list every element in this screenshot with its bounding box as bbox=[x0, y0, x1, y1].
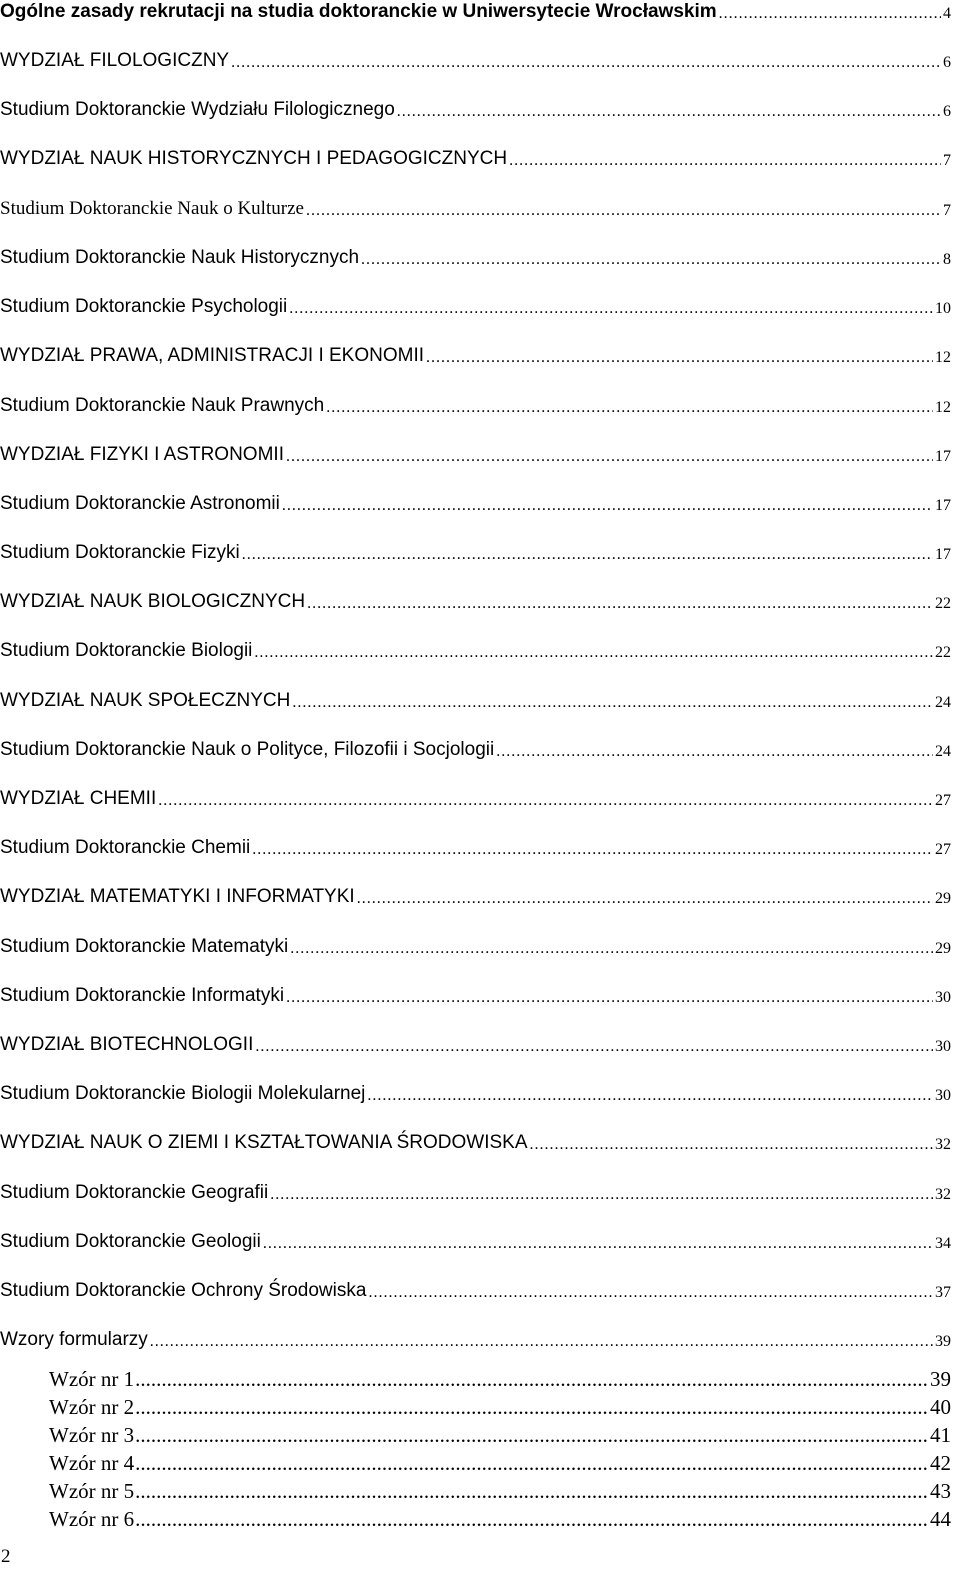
toc-entry[interactable] bbox=[0, 638, 951, 664]
dot-leader bbox=[289, 298, 933, 320]
toc-entry-title: WYDZIAŁ BIOTECHNOLOGII bbox=[0, 1034, 254, 1055]
dot-leader bbox=[252, 839, 933, 861]
toc-entry-title: Studium Doktoranckie Geologii bbox=[0, 1231, 261, 1252]
toc-entry[interactable] bbox=[0, 786, 951, 812]
toc-entry-page: 32 bbox=[935, 1136, 951, 1153]
toc-entry-title: WYDZIAŁ NAUK BIOLOGICZNYCH bbox=[0, 591, 306, 612]
toc-entry-title: Studium Doktoranckie Geografii bbox=[0, 1182, 269, 1203]
toc-sub-entry-title: Wzór nr 5 bbox=[49, 1479, 135, 1503]
dot-leader bbox=[719, 3, 941, 25]
toc-entry[interactable] bbox=[0, 146, 951, 172]
toc-entry-page: 37 bbox=[935, 1284, 951, 1301]
toc-entry[interactable] bbox=[0, 1229, 951, 1255]
page-number: 2 bbox=[1, 1546, 11, 1567]
toc-entry-page: 30 bbox=[935, 989, 951, 1006]
dot-leader bbox=[290, 938, 933, 960]
toc-sub-entry[interactable] bbox=[49, 1478, 951, 1504]
dot-leader bbox=[135, 1478, 929, 1504]
dot-leader bbox=[254, 642, 933, 664]
toc-entry[interactable] bbox=[0, 1032, 951, 1058]
toc-entry[interactable] bbox=[0, 540, 951, 566]
toc-entry-page: 7 bbox=[943, 202, 951, 219]
toc-entry-title: Studium Doktoranckie Ochrony Środowiska bbox=[0, 1280, 367, 1301]
toc-entry-title: Studium Doktoranckie Nauk o Kulturze bbox=[0, 198, 304, 219]
toc-sub-entry-page: 42 bbox=[930, 1451, 951, 1475]
toc-entry-page: 10 bbox=[935, 300, 951, 317]
toc-sub-entry[interactable] bbox=[49, 1450, 951, 1476]
toc-sub-entry-title: Wzór nr 3 bbox=[49, 1423, 135, 1447]
toc-entry-title: Studium Doktoranckie Wydziału Filologicznego bbox=[0, 99, 395, 120]
toc-entry[interactable] bbox=[0, 983, 951, 1009]
toc-entry-page: 32 bbox=[935, 1186, 951, 1203]
toc-entry-page: 4 bbox=[943, 5, 951, 22]
toc-sub-entry-page: 40 bbox=[930, 1395, 951, 1419]
toc-entry-page: 12 bbox=[935, 399, 951, 416]
dot-leader bbox=[135, 1366, 929, 1392]
toc-entry[interactable] bbox=[0, 48, 951, 74]
toc-entry-page: 8 bbox=[943, 251, 951, 268]
toc-entry-page: 17 bbox=[935, 546, 951, 563]
toc-sub-entry-page: 41 bbox=[930, 1423, 951, 1447]
toc-entry-title: Studium Doktoranckie Nauk o Polityce, Filozofii i Socjologii bbox=[0, 739, 495, 760]
toc-entry-title: Studium Doktoranckie Psychologii bbox=[0, 296, 288, 317]
toc-entry-page: 22 bbox=[935, 595, 951, 612]
toc-entry[interactable] bbox=[0, 737, 951, 763]
toc-sub-entry-page: 43 bbox=[930, 1479, 951, 1503]
dot-leader bbox=[135, 1394, 929, 1420]
toc-entry-title: Wzory formularzy bbox=[0, 1329, 148, 1350]
toc-entry-page: 27 bbox=[935, 841, 951, 858]
toc-entry[interactable] bbox=[0, 688, 951, 714]
toc-entry[interactable] bbox=[0, 245, 951, 271]
toc-entry-title: Studium Doktoranckie Astronomii bbox=[0, 493, 280, 514]
toc-sub-entry-title: Wzór nr 1 bbox=[49, 1367, 135, 1391]
toc-entry-page: 30 bbox=[935, 1087, 951, 1104]
toc-entry[interactable] bbox=[0, 1278, 951, 1304]
dot-leader bbox=[367, 1085, 933, 1107]
toc-entry-page: 24 bbox=[935, 694, 951, 711]
toc-entry[interactable] bbox=[0, 884, 951, 910]
dot-leader bbox=[357, 888, 933, 910]
dot-leader bbox=[368, 1282, 933, 1304]
toc-sub-entry-title: Wzór nr 4 bbox=[49, 1451, 135, 1475]
toc-entry-page: 6 bbox=[943, 103, 951, 120]
toc-entry[interactable] bbox=[0, 1081, 951, 1107]
toc-entry-title: Ogólne zasady rekrutacji na studia doktoranckie w Uniwersytecie Wrocławskim bbox=[0, 1, 717, 22]
dot-leader bbox=[135, 1422, 929, 1448]
toc-entry-title: WYDZIAŁ FIZYKI I ASTRONOMII bbox=[0, 444, 284, 465]
dot-leader bbox=[282, 495, 933, 517]
dot-leader bbox=[231, 52, 941, 74]
toc-entry-title: WYDZIAŁ PRAWA, ADMINISTRACJI I EKONOMII bbox=[0, 345, 425, 366]
dot-leader bbox=[306, 200, 941, 222]
toc-sub-entry-page: 44 bbox=[930, 1507, 951, 1531]
dot-leader bbox=[496, 741, 933, 763]
toc-entry[interactable] bbox=[0, 1180, 951, 1206]
dot-leader bbox=[530, 1134, 934, 1156]
toc-entry[interactable] bbox=[0, 196, 951, 222]
toc-entry-title: Studium Doktoranckie Informatyki bbox=[0, 985, 285, 1006]
toc-entry[interactable] bbox=[0, 393, 951, 419]
dot-leader bbox=[397, 101, 941, 123]
toc-sub-entry-title: Wzór nr 6 bbox=[49, 1507, 135, 1531]
toc-entry-page: 27 bbox=[935, 792, 951, 809]
toc-entry-title: Studium Doktoranckie Fizyki bbox=[0, 542, 240, 563]
dot-leader bbox=[270, 1184, 933, 1206]
toc-entry-page: 24 bbox=[935, 743, 951, 760]
toc-entry[interactable] bbox=[0, 343, 951, 369]
dot-leader bbox=[242, 544, 933, 566]
toc-entry-title: Studium Doktoranckie Biologii bbox=[0, 640, 253, 661]
toc-entry[interactable] bbox=[0, 589, 951, 615]
toc-entry-page: 6 bbox=[943, 54, 951, 71]
toc-sub-entry-title: Wzór nr 2 bbox=[49, 1395, 135, 1419]
dot-leader bbox=[135, 1506, 929, 1532]
toc-entry-title: WYDZIAŁ NAUK HISTORYCZNYCH I PEDAGOGICZNYCH bbox=[0, 148, 508, 169]
toc-entry-title: Studium Doktoranckie Chemii bbox=[0, 837, 251, 858]
toc-sub-entry[interactable] bbox=[49, 1394, 951, 1420]
toc-sub-entry[interactable] bbox=[49, 1366, 951, 1392]
dot-leader bbox=[326, 397, 933, 419]
toc-entry-title: WYDZIAŁ NAUK SPOŁECZNYCH bbox=[0, 690, 291, 711]
toc-entry[interactable] bbox=[0, 1130, 951, 1156]
dot-leader bbox=[307, 593, 933, 615]
toc-entry[interactable] bbox=[0, 97, 951, 123]
dot-leader bbox=[509, 150, 941, 172]
toc-entry-title: Studium Doktoranckie Matematyki bbox=[0, 936, 289, 957]
toc-entry-title: WYDZIAŁ MATEMATYKI I INFORMATYKI bbox=[0, 886, 355, 907]
toc-entry-title: Studium Doktoranckie Nauk Historycznych bbox=[0, 247, 360, 268]
dot-leader bbox=[158, 790, 933, 812]
toc-entry[interactable] bbox=[0, 294, 951, 320]
dot-leader bbox=[263, 1233, 933, 1255]
toc-entry-page: 39 bbox=[935, 1333, 951, 1350]
toc-entry-page: 17 bbox=[935, 497, 951, 514]
toc-entry-title: Studium Doktoranckie Nauk Prawnych bbox=[0, 395, 325, 416]
toc-sub-entry[interactable] bbox=[49, 1506, 951, 1532]
toc-entry[interactable] bbox=[0, 1327, 951, 1353]
toc-entry[interactable] bbox=[0, 835, 951, 861]
toc-entry[interactable] bbox=[0, 934, 951, 960]
toc-entry-title: WYDZIAŁ NAUK O ZIEMI I KSZTAŁTOWANIA ŚRODOWISKA bbox=[0, 1132, 528, 1153]
toc-entry-page: 34 bbox=[935, 1235, 951, 1252]
toc-sub-entry-page: 39 bbox=[930, 1367, 951, 1391]
dot-leader bbox=[255, 1036, 933, 1058]
toc-entry-page: 30 bbox=[935, 1038, 951, 1055]
toc-entry-page: 29 bbox=[935, 940, 951, 957]
toc-entry-page: 12 bbox=[935, 349, 951, 366]
toc-entry-page: 22 bbox=[935, 644, 951, 661]
dot-leader bbox=[292, 692, 933, 714]
toc-entry[interactable] bbox=[0, 491, 951, 517]
dot-leader bbox=[150, 1331, 933, 1353]
toc-entry-title: WYDZIAŁ FILOLOGICZNY bbox=[0, 50, 230, 71]
dot-leader bbox=[286, 987, 933, 1009]
toc-entry[interactable] bbox=[0, 0, 951, 25]
toc-entry-title: WYDZIAŁ CHEMII bbox=[0, 788, 157, 809]
toc-sub-entry[interactable] bbox=[49, 1422, 951, 1448]
dot-leader bbox=[135, 1450, 929, 1476]
toc-entry-page: 17 bbox=[935, 448, 951, 465]
dot-leader bbox=[286, 446, 933, 468]
dot-leader bbox=[361, 249, 941, 271]
dot-leader bbox=[426, 347, 933, 369]
toc-entry-page: 7 bbox=[943, 152, 951, 169]
toc-entry[interactable] bbox=[0, 442, 951, 468]
toc-entry-page: 29 bbox=[935, 890, 951, 907]
toc-entry-title: Studium Doktoranckie Biologii Molekularnej bbox=[0, 1083, 366, 1104]
